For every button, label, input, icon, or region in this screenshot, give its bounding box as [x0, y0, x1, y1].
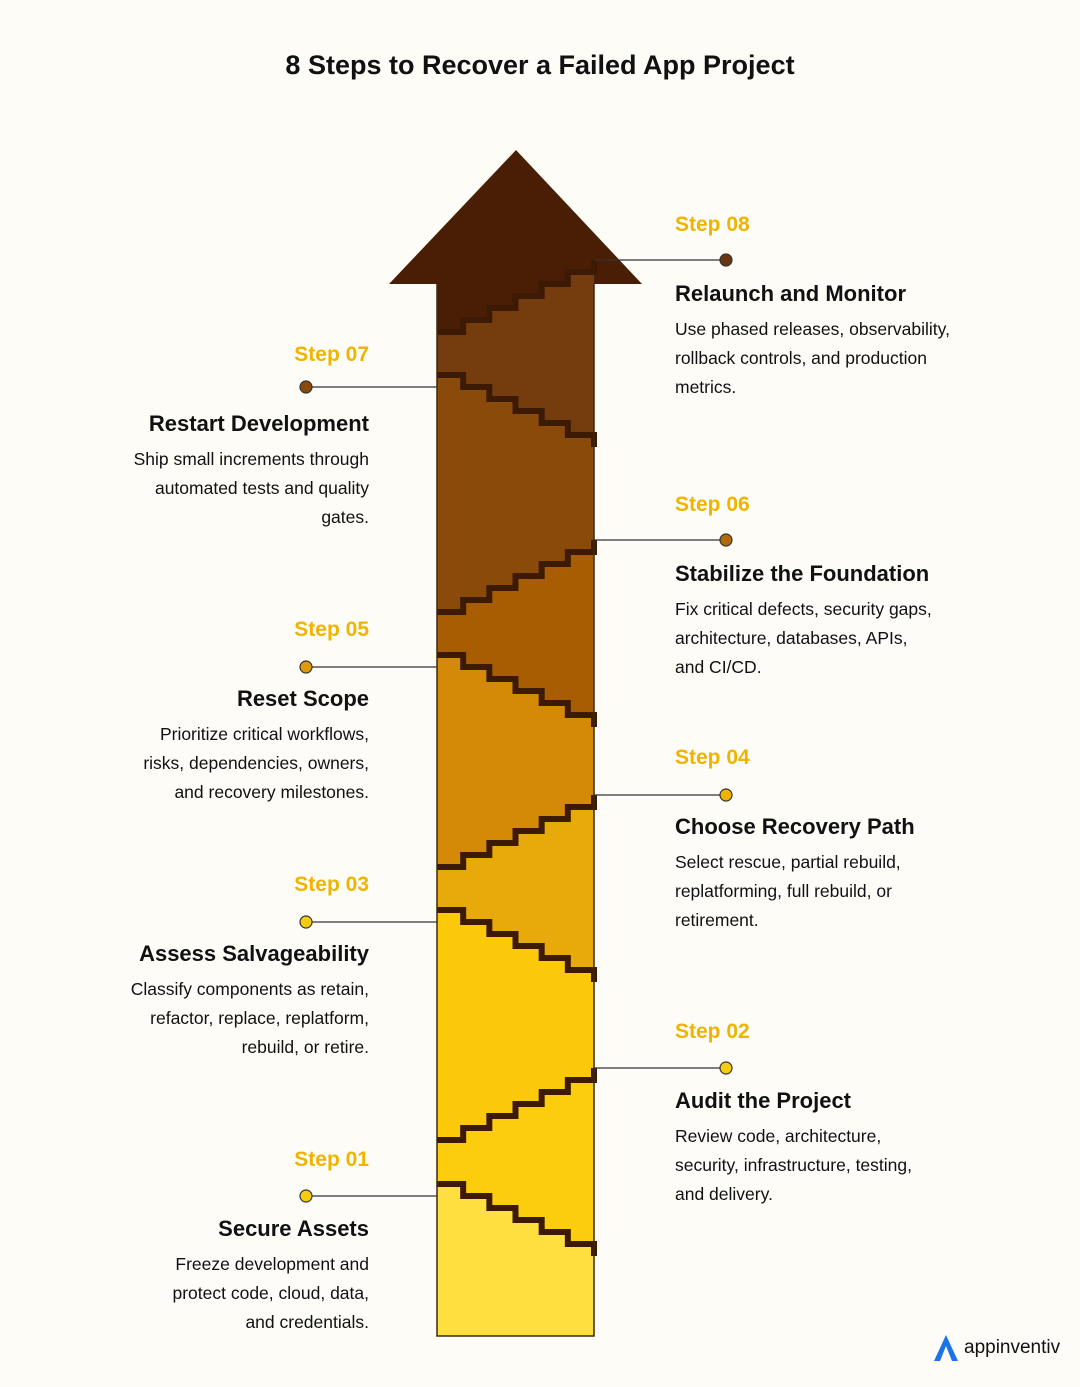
step-description-line: automated tests and quality — [154, 478, 369, 498]
step-description-line: Freeze development and — [175, 1254, 369, 1274]
step-title: Relaunch and Monitor — [675, 281, 906, 306]
logo-text: appinventiv — [964, 1337, 1061, 1358]
dot-step-5 — [300, 661, 312, 673]
dot-step-6 — [720, 534, 732, 546]
step-description-line: protect code, cloud, data, — [172, 1283, 369, 1303]
step-description — [675, 315, 1005, 402]
step-description-line: Use phased releases, observability, — [675, 319, 950, 339]
step-description-line: Classify components as retain, — [130, 979, 369, 999]
step-description-line: metrics. — [675, 377, 737, 397]
step-title: Assess Salvageability — [139, 941, 369, 966]
brand-logo — [932, 1333, 1060, 1363]
step-label: Step 01 — [294, 1148, 369, 1171]
step-description-line: and CI/CD. — [675, 657, 762, 677]
step-label: Step 03 — [294, 873, 369, 896]
step-description-line: and delivery. — [675, 1184, 773, 1204]
step-description-line: gates. — [321, 507, 369, 527]
step-description — [79, 445, 369, 532]
dot-step-2 — [720, 1062, 732, 1074]
dot-step-3 — [300, 916, 312, 928]
step-description-line: Ship small increments through — [133, 449, 369, 469]
step-description — [79, 720, 369, 807]
step-description-line: rebuild, or retire. — [241, 1037, 369, 1057]
step-description — [79, 1250, 369, 1337]
page-title: 8 Steps to Recover a Failed App Project — [285, 50, 795, 80]
step-description-line: retirement. — [675, 910, 759, 930]
step-description-line: Select rescue, partial rebuild, — [675, 852, 901, 872]
step-title: Reset Scope — [236, 686, 369, 711]
step-description-line: Prioritize critical workflows, — [159, 724, 369, 744]
step-title: Choose Recovery Path — [675, 814, 915, 839]
step-description — [675, 1122, 1005, 1209]
step-description-line: Fix critical defects, security gaps, — [675, 599, 932, 619]
step-label: Step 08 — [675, 213, 750, 236]
step-description-line: replatforming, full rebuild, or — [675, 881, 892, 901]
step-label: Step 06 — [675, 493, 750, 516]
step-description-line: security, infrastructure, testing, — [675, 1155, 912, 1175]
triangle-logo-icon — [932, 1333, 960, 1363]
step-description-line: refactor, replace, replatform, — [150, 1008, 369, 1028]
step-title: Secure Assets — [218, 1216, 369, 1241]
step-description — [675, 595, 1005, 682]
step-title: Restart Development — [148, 411, 369, 436]
step-label: Step 05 — [294, 618, 369, 641]
dot-step-8 — [720, 254, 732, 266]
step-title: Stabilize the Foundation — [675, 561, 930, 586]
dot-step-4 — [720, 789, 732, 801]
step-description-line: Review code, architecture, — [675, 1126, 882, 1146]
step-label: Step 04 — [675, 746, 750, 769]
step-label: Step 07 — [294, 343, 369, 366]
step-description-line: risks, dependencies, owners, — [143, 753, 369, 773]
step-label: Step 02 — [675, 1020, 750, 1043]
step-description — [675, 848, 1005, 935]
step-description — [79, 975, 369, 1062]
step-description-line: and recovery milestones. — [174, 782, 369, 802]
step-title: Audit the Project — [675, 1088, 852, 1113]
step-description-line: and credentials. — [245, 1312, 369, 1332]
dot-step-7 — [300, 381, 312, 393]
step-description-line: rollback controls, and production — [675, 348, 927, 368]
step-description-line: architecture, databases, APIs, — [675, 628, 908, 648]
dot-step-1 — [300, 1190, 312, 1202]
